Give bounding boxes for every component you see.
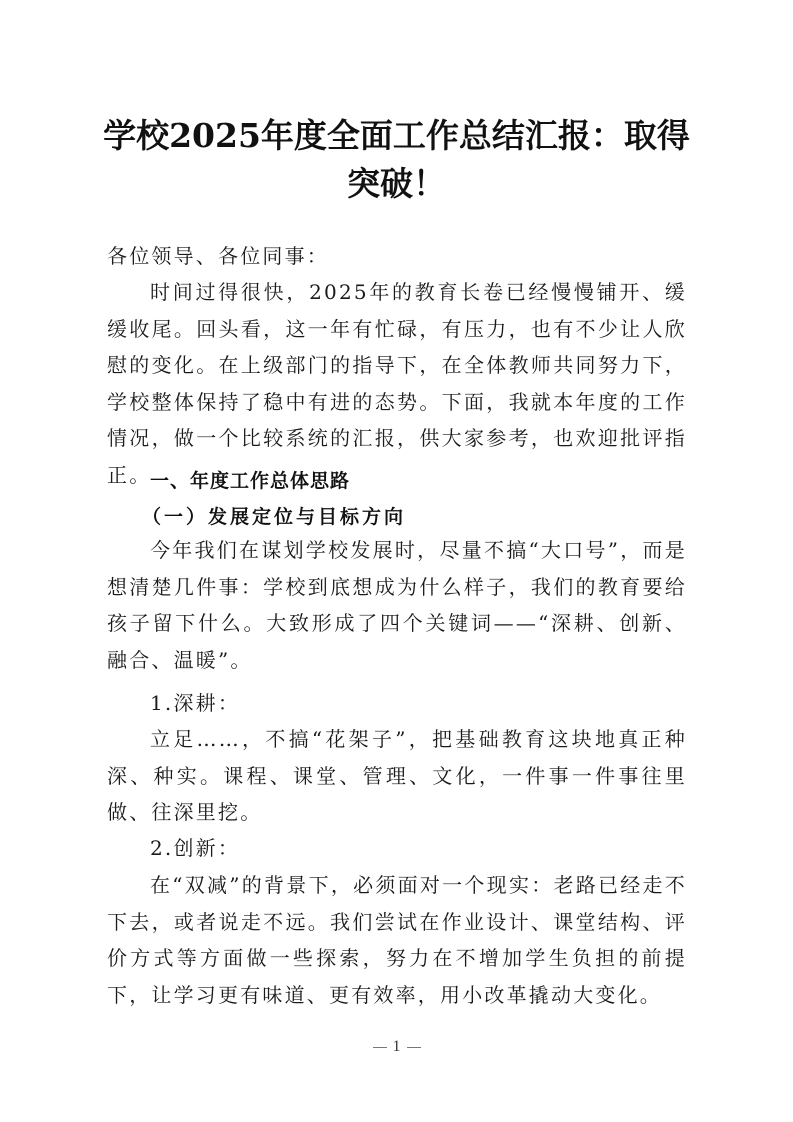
item-2-paragraph: 在“双减”的背景下，必须面对一个现实：老路已经走不下去，或者说走不远。我们尝试在作业设计、课堂结构、评价方式等方面做一些探索，努力在不增加学生负担的前提下，让学习更有味道、更有效率，用小改革撬动大变化。 xyxy=(107,873,687,1007)
item-2-label: 2.创新： xyxy=(150,836,241,860)
section-heading-1: 一、年度工作总体思路 xyxy=(150,470,351,492)
page-number: 1 xyxy=(392,1038,401,1055)
document-title: 学校2025年度全面工作总结汇报：取得突破！ xyxy=(103,116,690,203)
subsection-heading-1: （一）发展定位与目标方向 xyxy=(142,506,407,528)
item-1-label: 1.深耕： xyxy=(150,691,241,715)
item-1-paragraph: 立足……，不搞“花架子”，把基础教育这块地真正种深、种实。课程、课堂、管理、文化，一件事一件事往里做、往深里挖。 xyxy=(107,727,687,824)
intro-paragraph: 时间过得很快，2025年的教育长卷已经慢慢铺开、缓缓收尾。回头看，这一年有忙碌，有压力，也有不少让人欣慰的变化。在上级部门的指导下，在全体教师共同努力下，学校整体保持了稳中有进的态势。下面，我就本年度的工作情况，做一个比较系统的汇报，供大家参考，也欢迎批评指正。 xyxy=(107,280,687,487)
subsection-1-paragraph: 今年我们在谋划学校发展时，尽量不搞“大口号”，而是想清楚几件事：学校到底想成为什么样子，我们的教育要给孩子留下什么。大致形成了四个关键词——“深耕、创新、融合、温暖”。 xyxy=(107,538,687,672)
footer-dash-left xyxy=(373,1047,387,1048)
page-footer xyxy=(0,1038,793,1056)
salutation: 各位领导、各位同事： xyxy=(107,244,329,268)
footer-dash-right xyxy=(407,1047,421,1048)
